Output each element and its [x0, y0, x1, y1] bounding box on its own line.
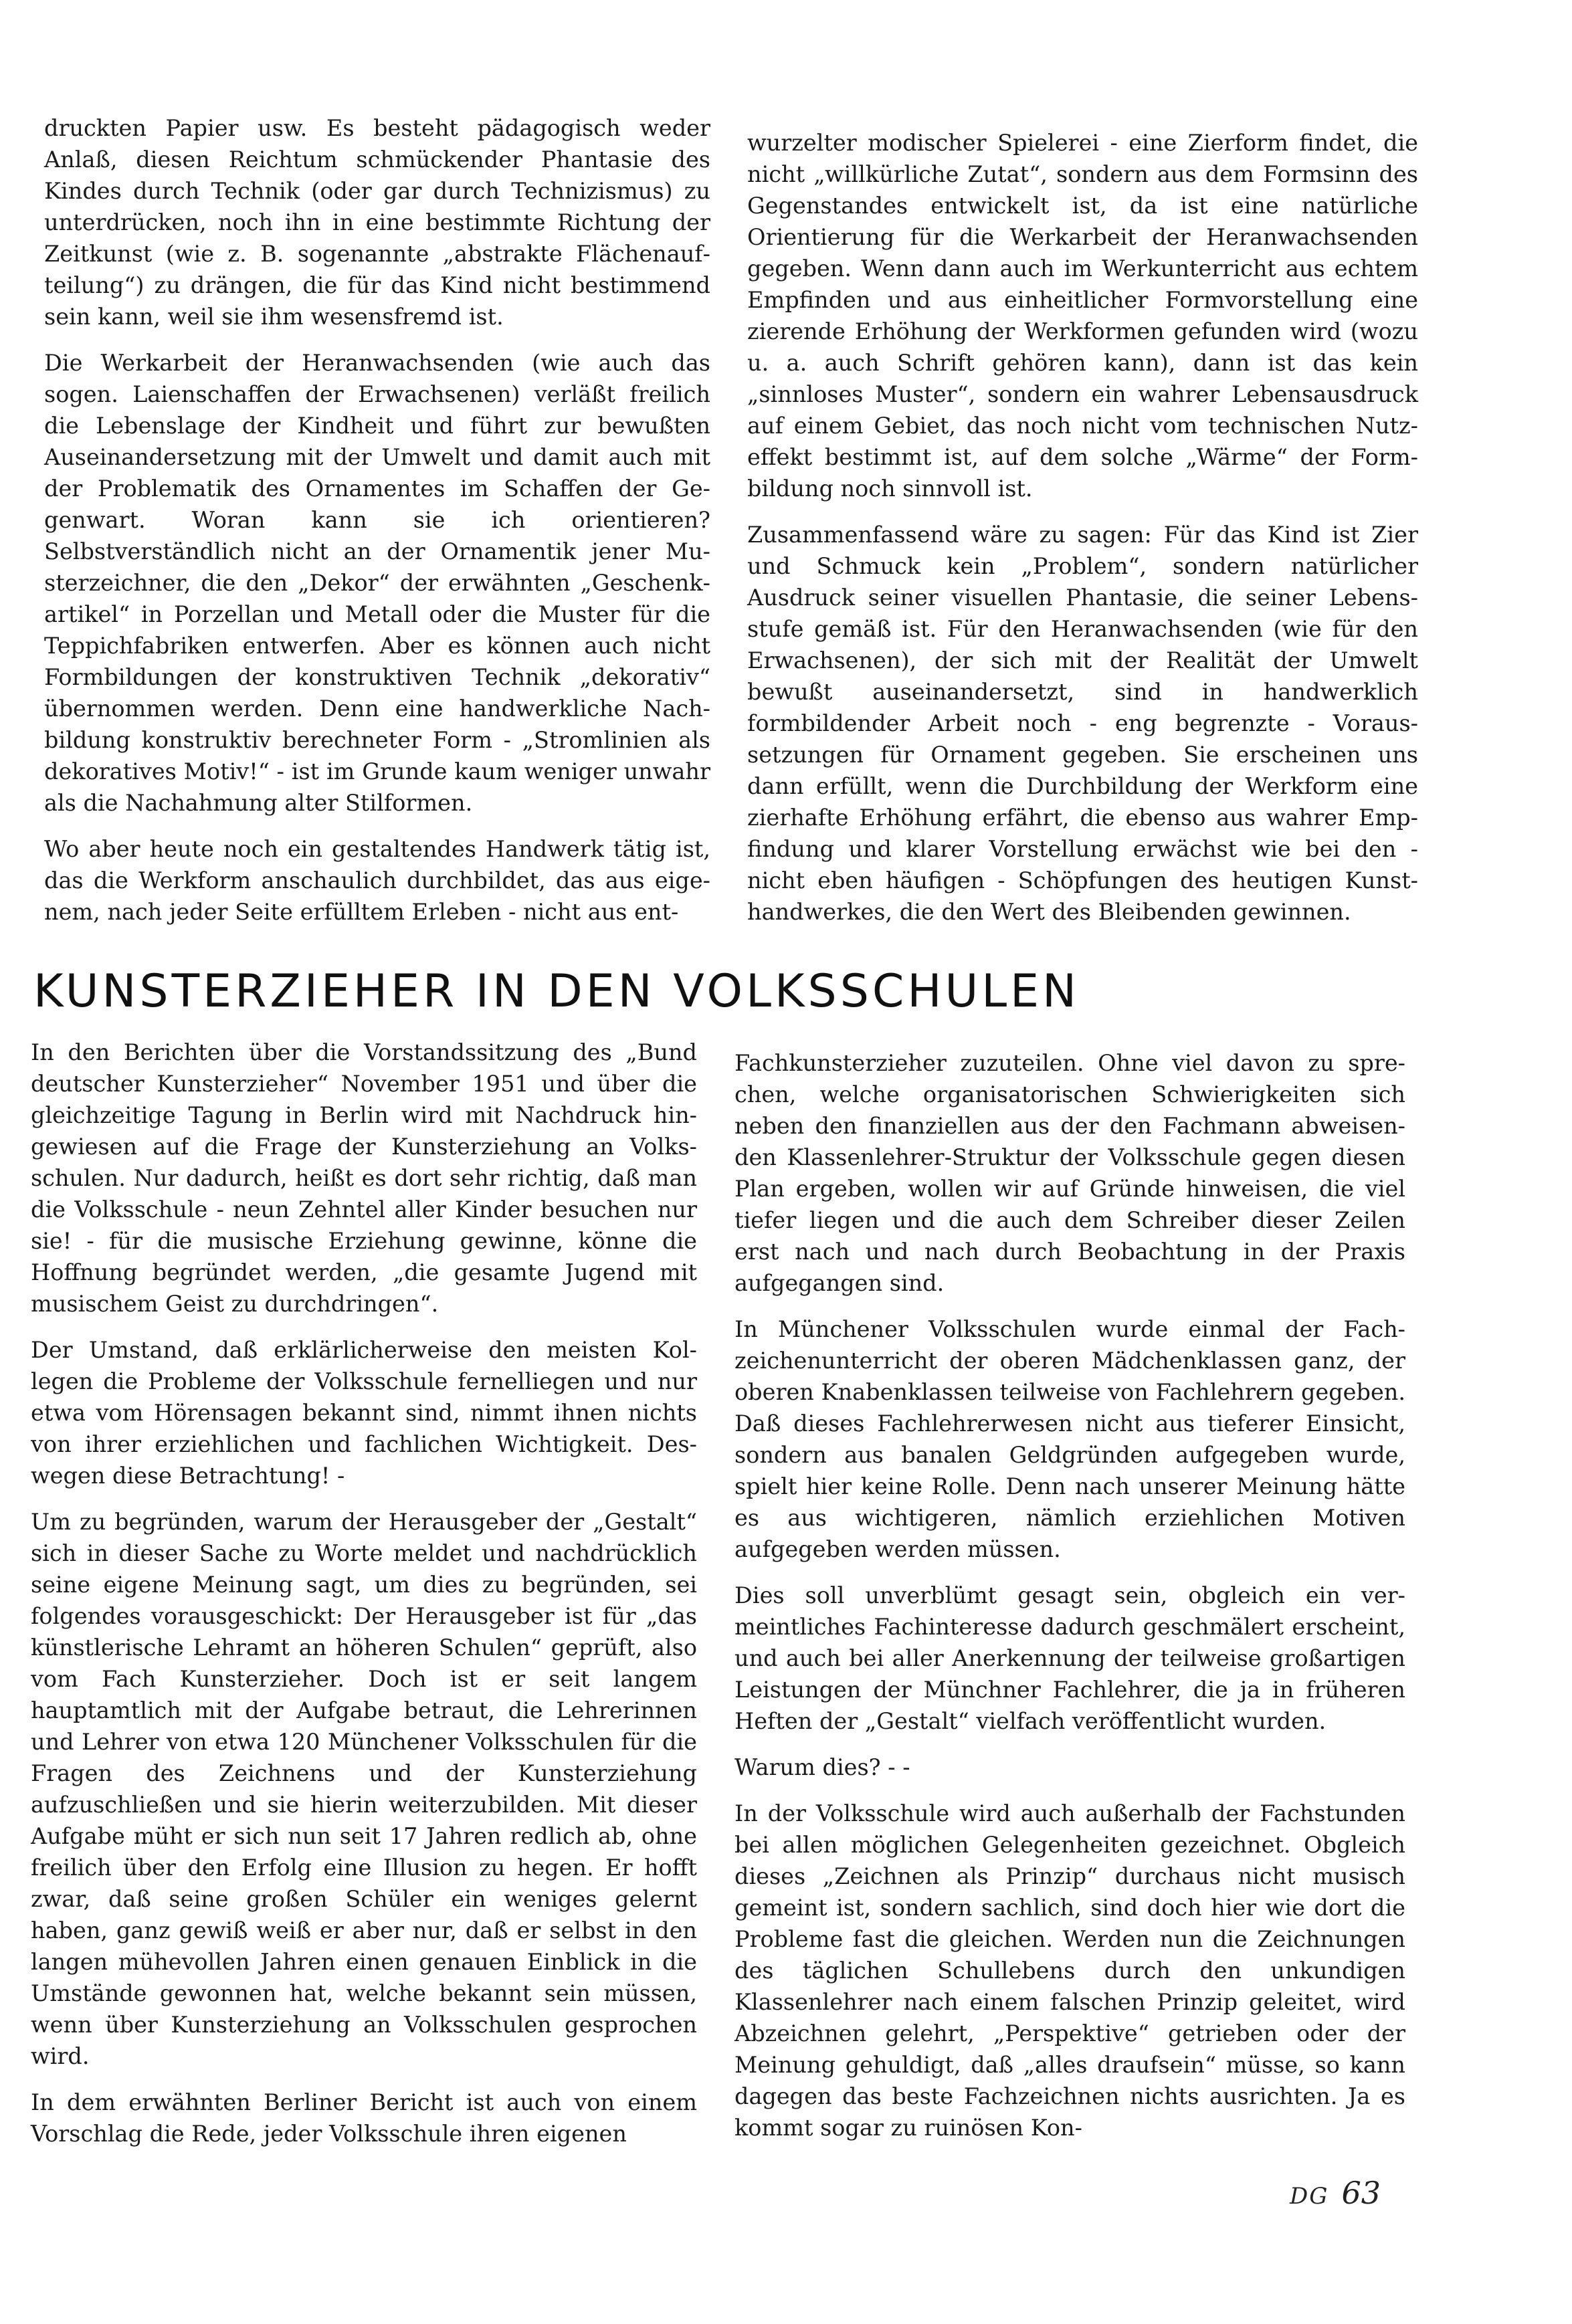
continued-article-right-column — [747, 127, 1418, 928]
journal-signature: DG — [1290, 2183, 1329, 2210]
paragraph: In dem erwähnten Berliner Bericht ist auch von einem Vorschlag die Rede, jeder Volksschule ihren eigenen — [31, 2089, 697, 2147]
paragraph: In Münchener Volksschulen wurde einmal der Fachzeichenunterricht der oberen Mädchenklassen ganz, der oberen Knabenklassen teilweise von Fachlehrern gegeben. Daß dieses Fachlehrerwesen nicht aus tieferer Einsicht, sondern aus banalen Geldgründen aufgegeben wurde, spielt hier keine Rolle. Denn nach unserer Meinung hätte es aus wichtigeren, nämlich erziehlichen Motiven aufgegeben werden müssen. — [734, 1316, 1405, 1562]
paragraph: Die Werkarbeit der Heranwachsenden (wie auch das sogen. Laienschaffen der Erwachsenen) verläßt freilich die Lebenslage der Kindheit und führt zur bewußten Auseinandersetzung mit der Umwelt und damit auch mit der Problematik des Ornamentes im Schaffen der Gegenwart. Woran kann sie ich orientieren? Selbstverständlich nicht an der Ornamentik jener Musterzeichner, die den „Dekor“ der erwähnten „Geschenkartikel“ in Porzellan und Metall oder die Muster für die Teppichfabriken entwerfen. Aber es können auch nicht Formbildungen der konstruktiven Technik „dekorativ“ übernommen werden. Denn eine handwerkliche Nachbildung konstruktiv berechneter Form - „Stromlinien als dekoratives Motiv!“ - ist im Grunde kaum weniger unwahr als die Nachahmung alter Stilformen. — [44, 350, 710, 816]
page-footer — [1290, 2175, 1381, 2211]
paragraph: Fachkunsterzieher zuzuteilen. Ohne viel davon zu sprechen, welche organisatorischen Schwierigkeiten sich neben den finanziellen aus der den Fachmann abweisenden Klassenlehrer-Struktur der Volksschule gegen diesen Plan ergeben, wollen wir auf Gründe hinweisen, die viel tiefer liegen und die auch dem Schreiber dieser Zeilen erst nach und nach durch Beobachtung in der Praxis aufgegangen sind. — [734, 1050, 1405, 1296]
paragraph: Dies soll unverblümt gesagt sein, obgleich ein vermeintliches Fachinteresse dadurch geschmälert erscheint, und auch bei aller Anerkennung der teilweise großartigen Leistungen der Münchner Fachlehrer, die ja in früheren Heften der „Gestalt“ vielfach veröffentlicht wurden. — [734, 1582, 1405, 1734]
article-right-column — [734, 1047, 1405, 2143]
paragraph: In den Berichten über die Vorstandssitzung des „Bund deutscher Kunsterzieher“ November 1951 und über die gleichzeitige Tagung in Berlin wird mit Nachdruck hingewiesen auf die Frage der Kunsterziehung an Volksschulen. Nur dadurch, heißt es dort sehr richtig, daß man die Volksschule - neun Zehntel aller Kinder besuchen nur sie! - für die musische Erziehung gewinne, könne die Hoffnung begründet werden, „die gesamte Jugend mit musischem Geist zu durchdringen“. — [31, 1039, 697, 1317]
continued-article-left-column — [44, 112, 710, 928]
paragraph: wurzelter modischer Spielerei - eine Zierform findet, die nicht „willkürliche Zutat“, sondern aus dem Formsinn des Gegenstandes entwickelt ist, da ist eine natürliche Orientierung für die Werkarbeit der Heranwachsenden gegeben. Wenn dann auch im Werkunterricht aus echtem Empfinden und aus einheitlicher Formvorstellung eine zierende Erhöhung der Werkformen gefunden wird (wozu u. a. auch Schrift gehören kann), dann ist das kein „sinnloses Muster“, sondern ein wahrer Lebensausdruck auf einem Gebiet, das noch nicht vom technischen Nutzeffekt bestimmt ist, auf dem solche „Wärme“ der Formbildung noch sinnvoll ist. — [747, 130, 1418, 502]
paragraph: Der Umstand, daß erklärlicherweise den meisten Kollegen die Probleme der Volksschule fernelliegen und nur etwa vom Hörensagen bekannt sind, nimmt ihnen nichts von ihrer erziehlichen und fachlichen Wichtigkeit. Deswegen diese Betrachtung! - — [31, 1337, 697, 1489]
page-number: 63 — [1341, 2175, 1381, 2211]
article-left-column — [31, 1037, 697, 2149]
paragraph: Warum dies? - - — [734, 1754, 910, 1780]
paragraph: Wo aber heute noch ein gestaltendes Handwerk tätig ist, das die Werkform anschaulich durchbildet, das aus eigenem, nach jeder Seite erfülltem Erleben - nicht aus ent- — [44, 836, 710, 925]
paragraph: Zusammenfassend wäre zu sagen: Für das Kind ist Zier und Schmuck kein „Problem“, sondern natürlicher Ausdruck seiner visuellen Phantasie, die seiner Lebensstufe gemäß ist. Für den Heranwachsenden (wie für den Erwachsenen), der sich mit der Realität der Umwelt bewußt auseinandersetzt, sind in handwerklich formbildender Arbeit noch - eng begrenzte - Voraussetzungen für Ornament gegeben. Sie erscheinen uns dann erfüllt, wenn die Durchbildung der Werkform eine zierhafte Erhöhung erfährt, die ebenso aus wahrer Empfindung und klarer Vorstellung erwächst wie bei den - nicht eben häufigen - Schöpfungen des heutigen Kunsthandwerkes, die den Wert des Bleibenden gewinnen. — [747, 522, 1418, 925]
article-heading: KUNSTERZIEHER IN DEN VOLKSSCHULEN — [33, 965, 1080, 1018]
paragraph: Um zu begründen, warum der Herausgeber der „Gestalt“ sich in dieser Sache zu Worte meldet und nachdrücklich seine eigene Meinung sagt, um dies zu begründen, sei folgendes vorausgeschickt: Der Herausgeber ist für „das künstlerische Lehramt an höheren Schulen“ geprüft, also vom Fach Kunsterzieher. Doch ist er seit langem hauptamtlich mit der Aufgabe betraut, die Lehrerinnen und Lehrer von etwa 120 Münchener Volksschulen für die Fragen des Zeichnens und der Kunsterziehung aufzuschließen und sie hierin weiterzubilden. Mit dieser Aufgabe müht er sich nun seit 17 Jahren redlich ab, ohne freilich über den Erfolg eine Illusion zu hegen. Er hofft zwar, daß seine großen Schüler ein weniges gelernt haben, ganz gewiß weiß er aber nur, daß er selbst in den langen mühevollen Jahren einen genauen Einblick in die Umstände gewonnen hat, welche bekannt sein müssen, wenn über Kunsterziehung an Volksschulen gesprochen wird. — [31, 1509, 697, 2069]
paragraph: druckten Papier usw. Es besteht pädagogisch weder Anlaß, diesen Reichtum schmückender Phantasie des Kindes durch Technik (oder gar durch Technizismus) zu unterdrücken, noch ihn in eine bestimmte Richtung der Zeitkunst (wie z. B. sogenannte „abstrakte Flächenaufteilung“) zu drängen, die für das Kind nicht bestimmend sein kann, weil sie ihm wesensfremd ist. — [44, 115, 710, 330]
paragraph: In der Volksschule wird auch außerhalb der Fachstunden bei allen möglichen Gelegenheiten gezeichnet. Obgleich dieses „Zeichnen als Prinzip“ durchaus nicht musisch gemeint ist, sondern sachlich, sind doch hier wie dort die Probleme fast die gleichen. Werden nun die Zeichnungen des täglichen Schullebens durch den unkundigen Klassenlehrer nach einem falschen Prinzip geleitet, wird Abzeichnen gelehrt, „Perspektive“ getrieben oder der Meinung gehuldigt, daß „alles draufsein“ müsse, so kann dagegen das beste Fachzeichnen nichts ausrichten. Ja es kommt sogar zu ruinösen Kon- — [734, 1800, 1405, 2141]
